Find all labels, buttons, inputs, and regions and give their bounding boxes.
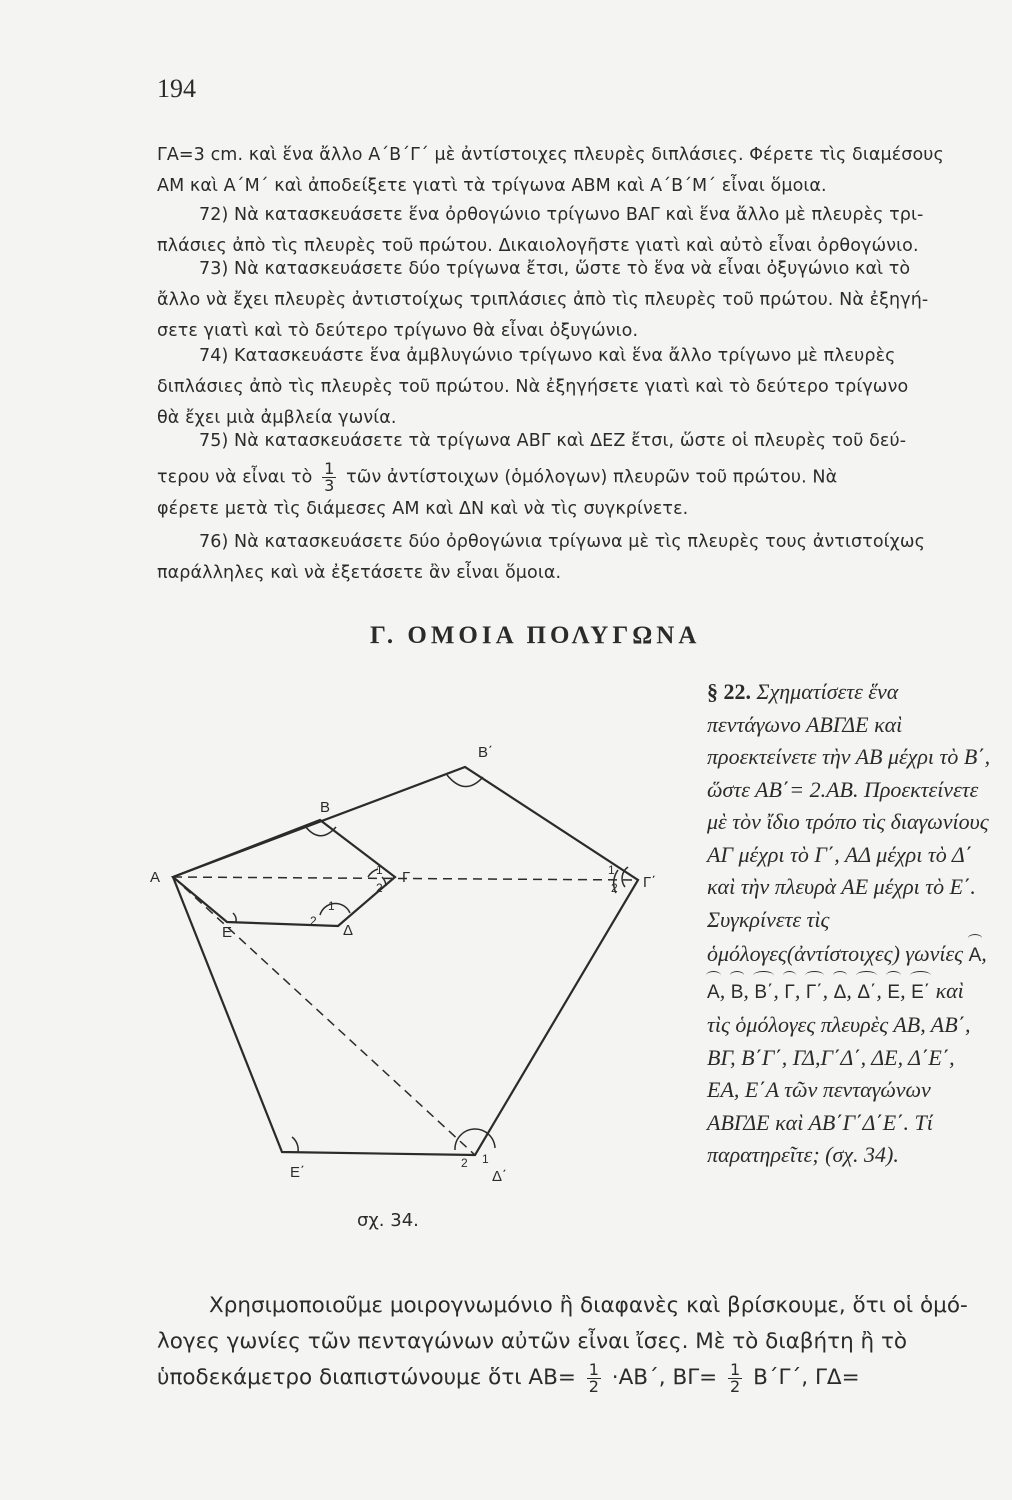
text-line: φέρετε μετὰ τὶς διάμεσες ΑΜ καὶ ΔΝ καὶ νὰ τὶς συγκρίνετε. [157, 499, 689, 519]
text-line: 74) Κατασκευάστε ἕνα ἀμβλυγώνιο τρίγωνο καὶ ἕνα ἄλλο τρίγωνο μὲ πλευρὲς [199, 346, 896, 366]
fraction-one-third [322, 461, 336, 494]
large-pentagon [173, 767, 638, 1155]
problem-72 [157, 200, 985, 262]
angle-hat: Β [731, 973, 744, 1010]
angle-hat: Δ΄ [857, 973, 876, 1010]
problem-74 [157, 341, 985, 434]
text-span: τῶν ἀντίστοιχων (ὁμόλογων) πλευρῶν τοῦ πρώτου. Νὰ [346, 467, 838, 488]
angle-hat: Δ [834, 973, 847, 1010]
vertex-label-A: Α [150, 869, 161, 886]
vertex-label-E: Ε [222, 924, 233, 941]
section-heading: Γ. ΟΜΟΙΑ ΠΟΛΥΓΩΝΑ [370, 622, 701, 649]
text-line: 75) Νὰ κατασκευάσετε τὰ τρίγωνα ΑΒΓ καὶ ΔΕΖ ἔτσι, ὥστε οἱ πλευρὲς τοῦ δεύ- [199, 431, 907, 451]
angle-mark-D2-2: 2 [461, 1156, 468, 1170]
angle-mark-G2-1: 1 [608, 863, 615, 877]
angle-arc-D [320, 903, 350, 915]
fraction-denominator: 2 [588, 1376, 599, 1396]
angle-mark-G2-2: 2 [611, 881, 618, 895]
vertex-label-G: Γ [402, 869, 411, 886]
fraction-denominator: 2 [730, 1376, 741, 1396]
problem-75 [157, 426, 985, 525]
angle-mark-D2: 2 [310, 914, 317, 928]
text-line: Χρησιμοποιοῦμε μοιρογνωμόνιο ἢ διαφανὲς καὶ βρίσκουμε, ὅτι οἱ ὁμό- [209, 1293, 968, 1318]
text-line: λογες γωνίες τῶν πενταγώνων αὐτῶν εἶναι ἴσες. Μὲ τὸ διαβήτη ἢ τὸ [157, 1329, 908, 1354]
angle-mark-G1: 1 [376, 863, 383, 877]
side-text: § 22. Σχηματίσετε ἕνα πεντάγωνο ΑΒΓΔΕ καὶ προεκτείνετε τὴν ΑΒ μέχρι τὸ Β΄, ὥστε ΑΒ΄= 2.ΑΒ. Προεκτείνετε μὲ τὸν ἴδιο τρόπο τὶς διαγωνίους ΑΓ μέχρι τὸ Γ΄, ΑΔ μέχρι τὸ Δ΄ καὶ τὴν πλευρὰ ΑΕ μέχρι τὸ Ε΄. Συγκρίνετε τὶς ὁμόλογες(ἀντίστοιχες) γωνίες Α, Α, Β, Β΄, Γ, Γ΄, Δ, Δ΄, Ε, Ε΄ καὶ τὶς ὁμόλογες πλευρὲς ΑΒ, ΑΒ΄, ΒΓ, Β΄Γ΄, ΓΔ,Γ΄Δ΄, ΔΕ, Δ΄Ε΄, ΕΑ, Ε΄Α τῶν πενταγώνων ΑΒΓΔΕ καὶ ΑΒ΄Γ΄Δ΄Ε΄. Τί παρατηρεῖτε; (σχ. 34). [707, 679, 991, 1167]
angle-mark-D1: 1 [328, 899, 335, 913]
bottom-paragraph [157, 1288, 987, 1396]
page-number: 194 [157, 74, 196, 103]
fraction-numerator: 1 [730, 1359, 741, 1379]
text-line: 73) Νὰ κατασκευάσετε δύο τρίγωνα ἔτσι, ὥστε τὸ ἕνα νὰ εἶναι ὀξυγώνιο καὶ τὸ [199, 259, 911, 279]
fraction-numerator: 1 [324, 459, 335, 478]
text-line: 72) Νὰ κατασκευάσετε ἕνα ὀρθογώνιο τρίγωνο ΒΑΓ καὶ ἕνα ἄλλο μὲ πλευρὲς τρι- [199, 205, 924, 225]
vertex-label-G2: Γ΄ [643, 874, 657, 891]
fraction-denominator: 3 [324, 476, 335, 495]
angle-mark-D2-1: 1 [482, 1152, 489, 1166]
figure-caption: σχ. 34. [357, 1210, 419, 1231]
side-text-part-3: καὶ τὶς ὁμόλογες πλευρὲς ΑΒ, ΑΒ΄, ΒΓ, Β΄Γ΄, ΓΔ,Γ΄Δ΄, ΔΕ, Δ΄Ε΄, ΕΑ, Ε΄Α τῶν πενταγώνων ΑΒΓΔΕ καὶ ΑΒ΄Γ΄Δ΄Ε΄. Τί παρατηρεῖτε; (σχ. 34). [707, 977, 971, 1167]
text-line: παράλληλες καὶ νὰ ἐξετάσετε ἂν εἶναι ὅμοια. [157, 563, 562, 583]
angle-hat: Β΄ [754, 973, 773, 1010]
pentagon-figure [140, 735, 660, 1215]
vertex-label-B: Β [320, 799, 331, 816]
vertex-label-E2: Ε΄ [290, 1164, 305, 1181]
text-line: διπλάσιες ἀπὸ τὶς πλευρὲς τοῦ πρώτου. Νὰ ἐξηγήσετε γιατὶ καὶ τὸ δεύτερο τρίγωνο [157, 377, 909, 397]
text-line: ΑΜ καὶ Α΄Μ΄ καὶ ἀποδείξετε γιατὶ τὰ τρίγωνα ΑΒΜ καὶ Α΄Β΄Μ΄ εἶναι ὅμοια. [157, 176, 827, 196]
text-line: σετε γιατὶ καὶ τὸ δεύτερο τρίγωνο θὰ εἶναι ὀξυγώνιο. [157, 321, 639, 341]
angle-arc-E2 [292, 1137, 298, 1152]
text-span: τερου νὰ εἶναι τὸ [157, 467, 313, 488]
angle-hat: Γ΄ [806, 973, 823, 1010]
angle-hat: Ε΄ [911, 973, 930, 1010]
vertex-label-D2: Δ΄ [492, 1168, 508, 1185]
fraction-one-half [728, 1359, 742, 1396]
side-text-part-1: Σχηματίσετε ἕνα πεντάγωνο ΑΒΓΔΕ καὶ προεκτείνετε τὴν ΑΒ μέχρι τὸ Β΄, ὥστε ΑΒ΄= 2.ΑΒ. [707, 679, 991, 802]
text-line-with-fraction [157, 461, 985, 494]
vertex-label-D: Δ [343, 922, 354, 939]
angle-hat: Γ [784, 973, 794, 1010]
fraction-one-half [587, 1359, 601, 1396]
paragraph-number: § 22. [707, 679, 751, 704]
text-span: Β΄Γ΄, ΓΔ= [753, 1365, 860, 1390]
text-line: 76) Νὰ κατασκευάσετε δύο ὀρθογώνια τρίγωνα μὲ τὶς πλευρὲς τους ἀντιστοίχως [199, 532, 925, 552]
problem-71-continuation [157, 140, 985, 202]
side-text-part-2: Προεκτείνετε μὲ τὸν ἴδιο τρόπο τὶς διαγωνίους ΑΓ μέχρι τὸ Γ΄, ΑΔ μέχρι τὸ Δ΄ καὶ τὴν πλευρὰ ΑΕ μέχρι τὸ Ε΄. Συγκρίνετε τὶς ὁμόλογες(ἀντίστοιχες) γωνίες [707, 776, 989, 966]
text-line: πλάσιες ἀπὸ τὶς πλευρὲς τοῦ πρώτου. Δικαιολογῆστε γιατὶ καὶ αὐτὸ εἶναι ὀρθογώνιο. [157, 236, 919, 256]
diagonal-AD-dashed [173, 877, 475, 1155]
text-span: ὑποδεκάμετρο διαπιστώνουμε ὅτι ΑΒ= [157, 1365, 576, 1390]
fraction-numerator: 1 [588, 1359, 599, 1379]
text-line: ΓΑ=3 cm. καὶ ἕνα ἄλλο Α΄Β΄Γ΄ μὲ ἀντίστοιχες πλευρὲς διπλάσιες. Φέρετε τὶς διαμέσους [157, 145, 944, 165]
text-line: θὰ ἔχει μιὰ ἀμβλεία γωνία. [157, 408, 397, 428]
angle-mark-G2: 2 [376, 881, 383, 895]
angle-hat: Ε [887, 973, 900, 1010]
angle-hat: Α [707, 973, 720, 1010]
text-span: ·ΑΒ΄, ΒΓ= [611, 1365, 718, 1390]
text-line-with-fractions [157, 1360, 987, 1396]
angle-hat: Α [969, 936, 982, 973]
text-line: ἄλλο νὰ ἔχει πλευρὲς ἀντιστοίχως τριπλάσιες ἀπὸ τὶς πλευρὲς τοῦ πρώτου. Νὰ ἐξηγή- [157, 290, 929, 310]
problem-73 [157, 254, 985, 347]
vertex-label-B2: Β΄ [478, 744, 493, 761]
angle-arc-B2 [447, 775, 483, 787]
problem-76 [157, 527, 985, 589]
angle-arc-E [233, 913, 236, 922]
